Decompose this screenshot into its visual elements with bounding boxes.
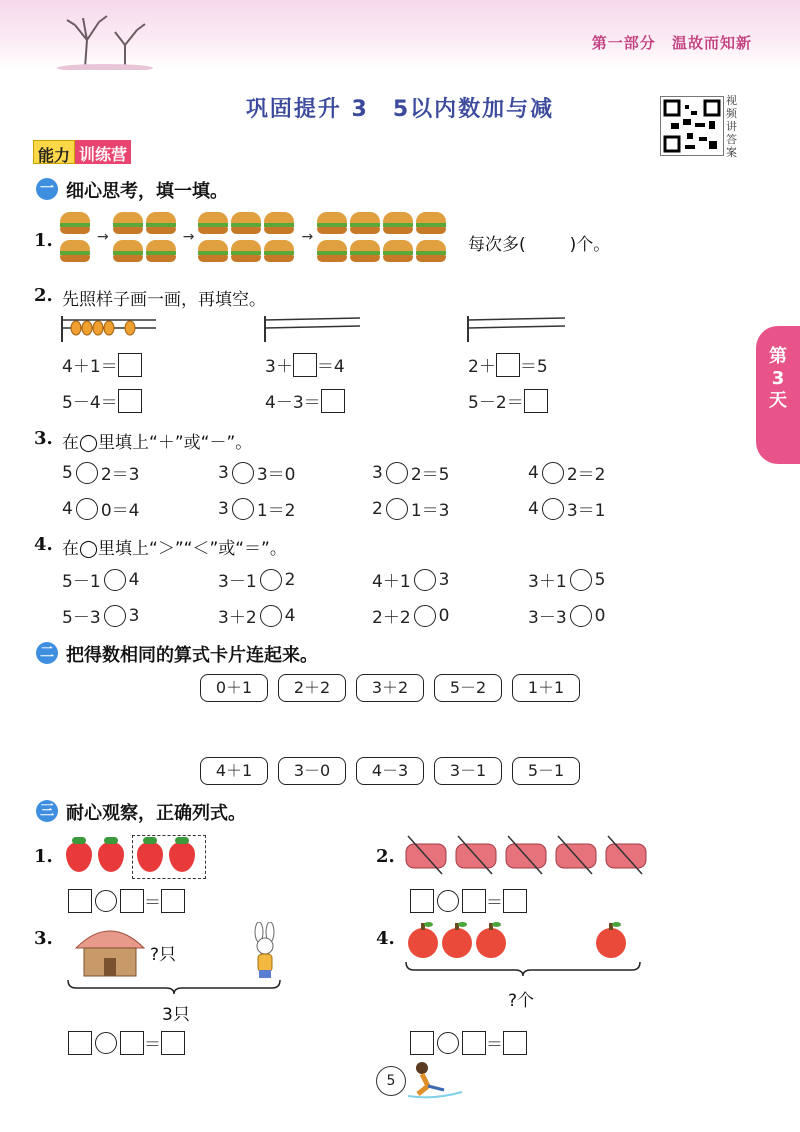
answer-circle[interactable]	[260, 569, 282, 591]
expr-text: 1＝3	[410, 501, 450, 521]
expr-text: 5－1	[62, 572, 101, 592]
formula-card-bottom[interactable]: 3－1	[434, 757, 502, 785]
apple-icon	[476, 928, 506, 958]
abacus-sample	[62, 316, 156, 342]
expr-text: 0	[594, 605, 606, 626]
burger-icon	[416, 212, 446, 234]
burger-icon	[317, 212, 347, 234]
answer-circle[interactable]	[104, 569, 126, 591]
abacus-diagrams	[60, 312, 580, 346]
rabbit-icon	[248, 922, 282, 982]
question-number: 3.	[34, 928, 53, 949]
expr-text: 1＝2	[256, 501, 296, 521]
burger-icon	[198, 240, 228, 262]
arrow-right-icon: →	[301, 229, 314, 245]
answer-box[interactable]	[496, 353, 520, 377]
expr-text: 3	[128, 605, 140, 626]
burger-icon	[231, 212, 261, 234]
answer-circle[interactable]	[542, 498, 564, 520]
answer-box[interactable]	[410, 889, 434, 913]
q4-expr	[372, 567, 449, 592]
expr-text: 3	[438, 569, 450, 590]
answer-box[interactable]	[503, 1031, 527, 1055]
expr-text: 5－3	[62, 608, 101, 628]
equals-sign: ＝	[486, 1035, 503, 1055]
answer-circle[interactable]	[260, 605, 282, 627]
burger-sequence	[60, 212, 449, 262]
expr-text: 5－2＝	[468, 393, 524, 413]
expr-text: 3－1	[218, 572, 257, 592]
q2-expr	[265, 352, 345, 377]
expr-text: 3－3	[528, 608, 567, 628]
question-number: 2.	[34, 285, 53, 306]
answer-circle[interactable]	[232, 462, 254, 484]
expr-text: 3＝0	[256, 465, 296, 485]
cake-icon	[506, 836, 546, 874]
q3-text: 在◯里填上“＋”或“－”。	[62, 433, 253, 453]
answer-box[interactable]	[524, 389, 548, 413]
expr-text: 4＋1	[372, 572, 411, 592]
question-number: 1.	[34, 846, 53, 867]
q3-expr	[528, 460, 605, 485]
s3-q1-equation	[68, 888, 185, 913]
expr-text: 5－4＝	[62, 393, 118, 413]
answer-box[interactable]	[120, 1031, 144, 1055]
q4-expr	[62, 567, 139, 592]
q4-expr	[372, 603, 449, 628]
equals-sign: ＝	[144, 893, 161, 913]
day-tab-label: 第3天	[769, 346, 787, 411]
apple-single	[596, 928, 630, 962]
burger-icon	[264, 240, 294, 262]
total-count-label: 3只	[162, 1005, 190, 1025]
expr-text: 5	[594, 569, 606, 590]
answer-box[interactable]	[118, 389, 142, 413]
burger-icon	[350, 212, 380, 234]
burger-icon	[146, 240, 176, 262]
answer-box[interactable]	[503, 889, 527, 913]
answer-circle[interactable]	[570, 605, 592, 627]
formula-card-bottom[interactable]: 5－1	[512, 757, 580, 785]
abacus-blank-3[interactable]	[468, 316, 565, 342]
section-number-2: 二	[36, 642, 58, 664]
header-section: 温故而知新	[671, 34, 752, 52]
q3-expr	[62, 496, 139, 521]
brace-3	[66, 978, 282, 994]
answer-circle[interactable]	[414, 605, 436, 627]
answer-circle[interactable]	[386, 462, 408, 484]
q4-expr	[528, 603, 605, 628]
answer-box[interactable]	[161, 889, 185, 913]
q3-expr	[372, 496, 449, 521]
answer-box[interactable]	[120, 889, 144, 913]
burger-group	[60, 212, 93, 262]
answer-box[interactable]	[410, 1031, 434, 1055]
answer-circle[interactable]	[76, 498, 98, 520]
q1-text-before: 每次多(	[468, 235, 526, 255]
answer-circle[interactable]	[95, 1032, 117, 1054]
s3-q2-equation	[410, 888, 527, 913]
expr-text: 4	[284, 605, 296, 626]
page-number: 5	[376, 1066, 406, 1096]
burger-icon	[146, 212, 176, 234]
answer-circle[interactable]	[95, 890, 117, 912]
section-title-1: 细心思考，填一填。	[66, 181, 228, 202]
expr-text: 2＝5	[410, 465, 450, 485]
expr-text: 2＝2	[566, 465, 606, 485]
answer-circle[interactable]	[437, 1032, 459, 1054]
total-count-label: ?个	[508, 991, 535, 1011]
formula-card-top[interactable]: 2＋2	[278, 674, 346, 702]
answer-circle[interactable]	[414, 569, 436, 591]
burger-icon	[113, 240, 143, 262]
badge-part2: 训练营	[75, 140, 131, 164]
expr-text: 3＋2	[218, 608, 257, 628]
expr-text: 2	[284, 569, 296, 590]
ability-badge	[33, 140, 131, 164]
strawberry-icon	[66, 842, 92, 872]
section-title-3: 耐心观察，正确列式。	[66, 803, 246, 824]
expr-text: 5	[62, 462, 73, 483]
formula-card-bottom[interactable]: 4－3	[356, 757, 424, 785]
question-number: 2.	[376, 846, 395, 867]
expr-text: 4	[528, 498, 539, 519]
formula-card-top[interactable]: 5－2	[434, 674, 502, 702]
burger-icon	[416, 240, 446, 262]
formula-card-bottom[interactable]: 4＋1	[200, 757, 268, 785]
q4-expr	[218, 603, 295, 628]
answer-box[interactable]	[462, 889, 486, 913]
q3-expr	[372, 460, 449, 485]
q4-expr	[528, 567, 605, 592]
expr-text: 4＋1＝	[62, 357, 118, 377]
expr-text: ＝4	[316, 357, 345, 377]
answer-circle[interactable]	[386, 498, 408, 520]
answer-box[interactable]	[321, 389, 345, 413]
expr-text: 3＋1	[528, 572, 567, 592]
answer-box[interactable]	[68, 1031, 92, 1055]
burger-group	[113, 212, 179, 262]
q2-expr	[468, 388, 548, 413]
q3-expr	[218, 460, 295, 485]
burger-icon	[60, 212, 90, 234]
expr-text: 3＋	[265, 357, 293, 377]
crossed-cakes	[402, 830, 662, 880]
q2-text: 先照样子画一画，再填空。	[62, 290, 266, 310]
strawberry-icon	[98, 842, 124, 872]
burger-icon	[383, 212, 413, 234]
q4-text: 在◯里填上“＞”“＜”或“＝”。	[62, 539, 287, 559]
burger-icon	[317, 240, 347, 262]
burger-icon	[383, 240, 413, 262]
question-number: 3.	[34, 428, 53, 449]
header-part: 第一部分	[591, 34, 656, 52]
expr-text: 2＋	[468, 357, 496, 377]
strawberry-icon	[137, 842, 163, 872]
burger-icon	[60, 240, 90, 262]
expr-text: 3＝1	[566, 501, 606, 521]
mushroom-house-icon	[70, 920, 150, 980]
q3-expr	[62, 460, 139, 485]
answer-circle[interactable]	[542, 462, 564, 484]
expr-text: 4	[128, 569, 140, 590]
q2-expr	[265, 388, 345, 413]
answer-box[interactable]	[462, 1031, 486, 1055]
q1-text-after: )个。	[569, 235, 611, 255]
s3-q3-equation	[68, 1030, 185, 1055]
header-breadcrumb	[582, 32, 752, 53]
q1-text	[468, 230, 610, 255]
answer-circle[interactable]	[232, 498, 254, 520]
expr-text: ＝5	[519, 357, 548, 377]
expr-text: 3	[372, 462, 383, 483]
burger-icon	[350, 240, 380, 262]
q3-expr	[528, 496, 605, 521]
question-number: 4.	[376, 928, 395, 949]
page-title: 巩固提升 3 5以内数加与减	[245, 97, 555, 122]
expr-text: 2	[372, 498, 383, 519]
answer-circle[interactable]	[570, 569, 592, 591]
apple-icon	[442, 928, 472, 958]
cake-icon	[406, 836, 446, 874]
section-title-2: 把得数相同的算式卡片连起来。	[66, 645, 318, 666]
expr-text: 3	[218, 498, 229, 519]
burger-group	[198, 212, 297, 262]
qr-label: 视频讲答案	[726, 94, 737, 159]
cake-icon	[556, 836, 596, 874]
q2-expr	[468, 352, 548, 377]
formula-card-top[interactable]: 1＋1	[512, 674, 580, 702]
skater-icon	[404, 1060, 464, 1100]
arrow-right-icon: →	[182, 229, 195, 245]
expr-text: 0	[438, 605, 450, 626]
burger-icon	[264, 212, 294, 234]
answer-box[interactable]	[118, 353, 142, 377]
question-number: 4.	[34, 534, 53, 555]
burger-icon	[231, 240, 261, 262]
expr-text: 2＝3	[100, 465, 140, 485]
arrow-right-icon: →	[97, 229, 109, 245]
s3-q4-equation	[410, 1030, 527, 1055]
expr-text: 3	[218, 462, 229, 483]
section-number-3: 三	[36, 800, 58, 822]
answer-box[interactable]	[161, 1031, 185, 1055]
section-number-1: 一	[36, 178, 58, 200]
cake-icon	[456, 836, 496, 874]
badge-part1: 能力	[33, 140, 75, 164]
q2-expr	[62, 388, 142, 413]
day-tab	[756, 326, 800, 464]
dashed-strawberry-box	[132, 835, 206, 879]
burger-group	[317, 212, 449, 262]
answer-circle[interactable]	[76, 462, 98, 484]
qr-code-icon[interactable]	[660, 96, 724, 156]
apple-icon	[596, 928, 626, 958]
q4-expr	[218, 567, 295, 592]
q4-expr	[62, 603, 139, 628]
apple-icon	[408, 928, 438, 958]
q3-expr	[218, 496, 295, 521]
expr-text: 4－3＝	[265, 393, 321, 413]
apple-group	[408, 928, 510, 958]
answer-box[interactable]	[68, 889, 92, 913]
unknown-count-label: ?只	[150, 945, 177, 965]
formula-card-bottom[interactable]: 3－0	[278, 757, 346, 785]
answer-circle[interactable]	[437, 890, 459, 912]
strawberry-group	[66, 842, 130, 872]
brace-4	[404, 960, 642, 976]
strawberry-icon	[169, 842, 195, 872]
question-number: 1.	[34, 230, 53, 251]
burger-icon	[113, 212, 143, 234]
equals-sign: ＝	[144, 1035, 161, 1055]
tree-illustration	[55, 10, 155, 70]
burger-icon	[198, 212, 228, 234]
expr-text: 0＝4	[100, 501, 140, 521]
expr-text: 2＋2	[372, 608, 411, 628]
expr-text: 4	[528, 462, 539, 483]
answer-box[interactable]	[293, 353, 317, 377]
cake-icon	[606, 836, 646, 874]
expr-text: 4	[62, 498, 73, 519]
formula-card-top[interactable]: 0＋1	[200, 674, 268, 702]
answer-circle[interactable]	[104, 605, 126, 627]
abacus-blank-2[interactable]	[265, 316, 360, 342]
q2-expr	[62, 352, 142, 377]
formula-card-top[interactable]: 3＋2	[356, 674, 424, 702]
equals-sign: ＝	[486, 893, 503, 913]
